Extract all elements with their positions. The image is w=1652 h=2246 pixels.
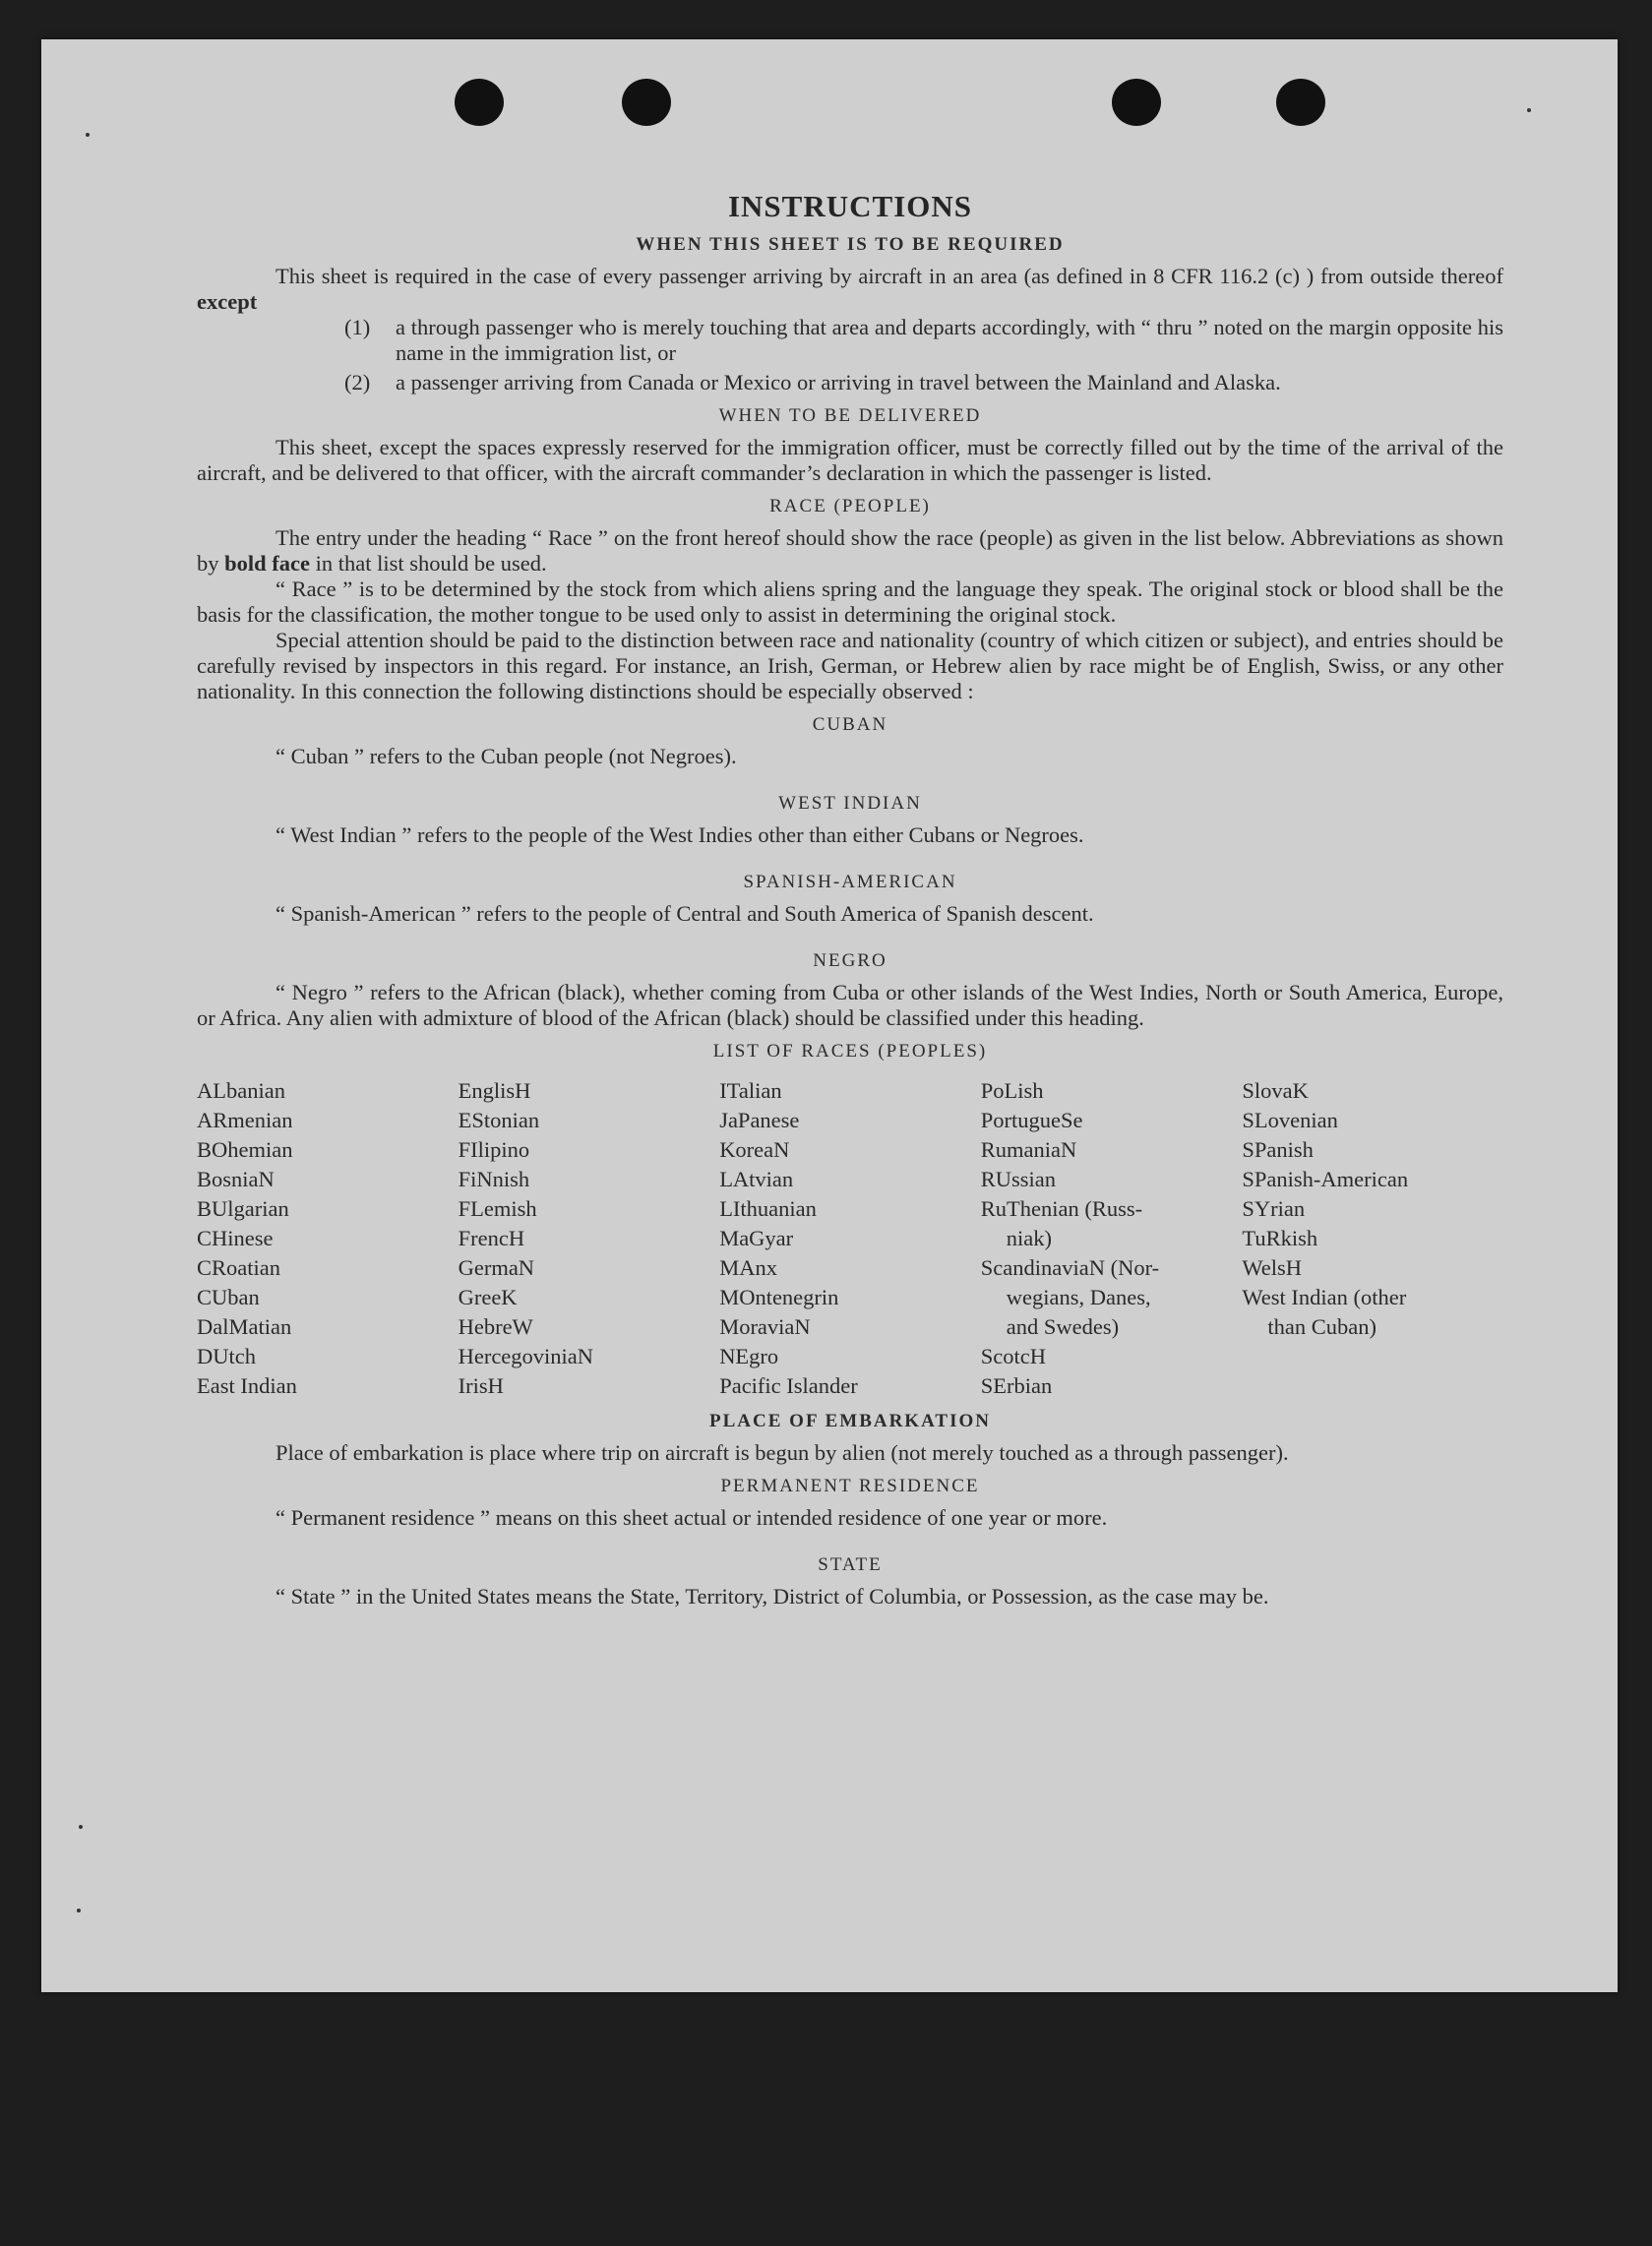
spanish-american-text: “ Spanish-American ” refers to the people of Central and South America of Spanish descent. xyxy=(275,901,1094,926)
race-entry: HercegoviniaN xyxy=(458,1344,594,1368)
page-title: INSTRUCTIONS xyxy=(727,189,972,223)
west-indian-text: “ West Indian ” refers to the people of the West Indies other than either Cubans or Negroes. xyxy=(275,822,1084,847)
cuban-text: “ Cuban ” refers to the Cuban people (not Negroes). xyxy=(275,744,737,768)
race-paragraph-2: “ Race ” is to be determined by the stock from which aliens spring and the language they speak. The original stock or blood shall be the basis for the classification, the mother tongue to be used only to assist in determining the original stock. xyxy=(197,577,1503,627)
race-entry: WelsH xyxy=(1242,1255,1303,1280)
races-column xyxy=(719,1076,981,1401)
race-entry: KoreaN xyxy=(719,1137,790,1162)
dust-speck xyxy=(79,1825,83,1829)
race-entry: FrencH xyxy=(458,1226,525,1250)
race-entry: ScandinaviaN (Nor- xyxy=(980,1255,1160,1280)
race-entry: ALbanian xyxy=(197,1078,285,1103)
race-entry: RuThenian (Russ- xyxy=(980,1196,1143,1221)
race-entry: PoLish xyxy=(980,1078,1044,1103)
race-entry: LIthuanian xyxy=(719,1196,817,1221)
races-column xyxy=(981,1076,1243,1401)
races-list xyxy=(197,1076,1503,1401)
race-entry: niak) xyxy=(1006,1226,1053,1250)
race-entry: MOntenegrin xyxy=(719,1285,839,1309)
race-entry: SErbian xyxy=(980,1373,1053,1398)
race-entry: JaPanese xyxy=(719,1108,800,1132)
race-entry: MAnx xyxy=(719,1255,777,1280)
race-entry: CHinese xyxy=(197,1226,274,1250)
race-entry: BUlgarian xyxy=(197,1196,289,1221)
state-text: “ State ” in the United States means the State, Territory, District of Columbia, or Possession, as the case may be. xyxy=(275,1584,1269,1609)
race-entry: Pacific Islander xyxy=(719,1373,858,1398)
dust-speck xyxy=(77,1909,81,1912)
punch-hole xyxy=(622,79,671,126)
section-heading-list: LIST OF RACES (PEOPLES) xyxy=(712,1041,988,1062)
race-paragraph-1: The entry under the heading “ Race ” on the front hereof should show the race (people) as given in the list below. Abbreviations as shown by bold face in that list should be used. xyxy=(197,525,1503,576)
race-entry: wegians, Danes, xyxy=(1006,1285,1151,1309)
dust-speck xyxy=(86,133,90,137)
race-entry: IrisH xyxy=(458,1373,504,1398)
race-entry: GreeK xyxy=(458,1285,518,1309)
required-item: (1) a through passenger who is merely touching that area and departs accordingly, with “ thru ” noted on the margin opposite his name in the immigration list, or xyxy=(344,315,1503,365)
race-entry: BosniaN xyxy=(197,1167,275,1191)
race-entry: SYrian xyxy=(1242,1196,1306,1221)
section-heading-negro: NEGRO xyxy=(813,950,887,971)
section-heading-delivered: WHEN TO BE DELIVERED xyxy=(718,405,982,426)
race-entry: NEgro xyxy=(719,1344,779,1368)
race-entry: FiNnish xyxy=(458,1167,530,1191)
race-entry: HebreW xyxy=(458,1314,533,1339)
race-entry: DalMatian xyxy=(197,1314,292,1339)
races-column xyxy=(1242,1076,1503,1401)
section-heading-spanish-american: SPANISH-AMERICAN xyxy=(743,872,957,892)
race-entry: FLemish xyxy=(458,1196,537,1221)
negro-text: “ Negro ” refers to the African (black), whether coming from Cuba or other islands of the West Indies, North or South America, Europe, or Africa. Any alien with admixture of blood of the African (black) should be classified under this heading. xyxy=(197,980,1503,1030)
section-heading-cuban: CUBAN xyxy=(812,714,888,735)
race-entry: EnglisH xyxy=(458,1078,531,1103)
race-entry: ScotcH xyxy=(980,1344,1047,1368)
dust-speck xyxy=(1527,108,1531,112)
race-entry: FIlipino xyxy=(458,1137,530,1162)
race-entry: CRoatian xyxy=(197,1255,280,1280)
residence-text: “ Permanent residence ” means on this sheet actual or intended residence of one year or more. xyxy=(275,1505,1108,1530)
race-entry: PortugueSe xyxy=(980,1108,1083,1132)
race-entry: than Cuban) xyxy=(1267,1314,1377,1339)
race-entry: GermaN xyxy=(458,1255,535,1280)
section-heading-embarkation: PLACE OF EMBARKATION xyxy=(709,1411,991,1431)
section-heading-required: WHEN THIS SHEET IS TO BE REQUIRED xyxy=(636,234,1065,255)
section-heading-west-indian: WEST INDIAN xyxy=(778,793,922,814)
section-heading-state: STATE xyxy=(818,1554,883,1575)
punch-hole xyxy=(1276,79,1325,126)
race-entry: BOhemian xyxy=(197,1137,293,1162)
races-column xyxy=(197,1076,459,1401)
embarkation-text: Place of embarkation is place where trip on aircraft is begun by alien (not merely touched as a through passenger). xyxy=(275,1440,1289,1465)
section-heading-race: RACE (PEOPLE) xyxy=(769,496,931,516)
race-entry: MoraviaN xyxy=(719,1314,811,1339)
race-entry: EStonian xyxy=(458,1108,540,1132)
race-entry: and Swedes) xyxy=(1006,1314,1120,1339)
race-entry: CUban xyxy=(197,1285,260,1309)
race-entry: SLovenian xyxy=(1242,1108,1338,1132)
race-paragraph-3: Special attention should be paid to the distinction between race and nationality (country of which citizen or subject), and entries should be carefully revised by inspectors in this regard. For instance, an Irish, German, or Hebrew alien by race might be of English, Swiss, or any other nationality. In this connection the following distinctions should be especially observed : xyxy=(197,628,1503,703)
document-sheet xyxy=(41,39,1618,1992)
race-entry: ARmenian xyxy=(197,1108,293,1132)
race-entry: LAtvian xyxy=(719,1167,794,1191)
instructions-content xyxy=(197,148,1503,1609)
race-entry: SPanish-American xyxy=(1242,1167,1409,1191)
delivered-text: This sheet, except the spaces expressly reserved for the immigration officer, must be correctly filled out by the time of the arrival of the aircraft, and be delivered to that officer, with the aircraft commander’s declaration in which the passenger is listed. xyxy=(197,435,1503,485)
race-entry: SlovaK xyxy=(1242,1078,1309,1103)
section-heading-residence: PERMANENT RESIDENCE xyxy=(720,1476,980,1496)
race-entry: ITalian xyxy=(719,1078,782,1103)
races-column xyxy=(459,1076,720,1401)
punch-hole xyxy=(1112,79,1161,126)
required-intro: This sheet is required in the case of every passenger arriving by aircraft in an area (as defined in 8 CFR 116.2 (c) ) from outside thereof except xyxy=(197,264,1503,314)
required-item: (2) a passenger arriving from Canada or Mexico or arriving in travel between the Mainland and Alaska. xyxy=(344,370,1281,395)
race-entry: TuRkish xyxy=(1242,1226,1318,1250)
race-entry: MaGyar xyxy=(719,1226,794,1250)
race-entry: DUtch xyxy=(197,1344,256,1368)
race-entry: East Indian xyxy=(197,1373,297,1398)
race-entry: RUssian xyxy=(980,1167,1057,1191)
race-entry: West Indian (other xyxy=(1242,1285,1407,1309)
punch-hole xyxy=(455,79,504,126)
race-entry: RumaniaN xyxy=(980,1137,1077,1162)
race-entry: SPanish xyxy=(1242,1137,1314,1162)
